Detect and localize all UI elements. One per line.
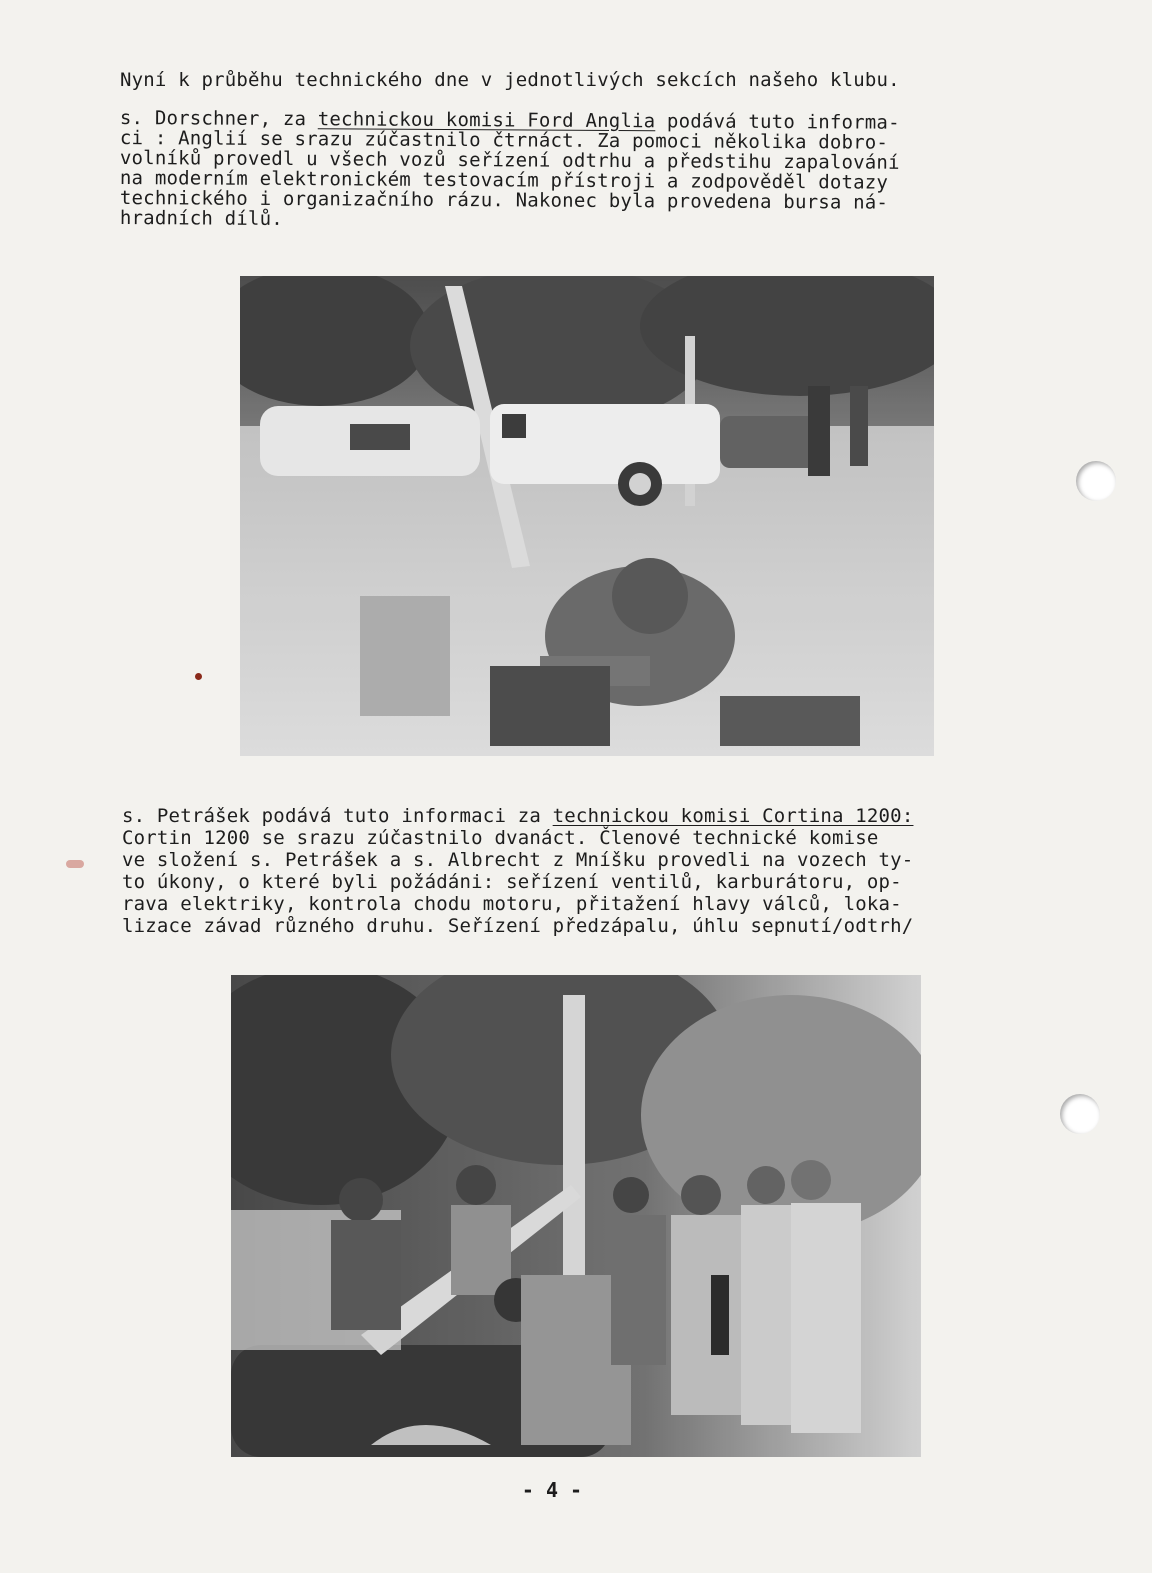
punch-hole-bottom bbox=[1060, 1094, 1100, 1134]
ink-speck bbox=[195, 673, 202, 680]
punch-hole-top bbox=[1076, 461, 1116, 501]
photo-1-image bbox=[240, 276, 934, 756]
section2-line bbox=[122, 894, 902, 914]
photo-group-around-car bbox=[231, 975, 921, 1457]
line-text: technického i organizačního rázu. Nakonec byla provedena bursa ná- bbox=[119, 187, 889, 214]
line-text: to úkony, o které byli požádáni: seřízení ventilů, karburátoru, op- bbox=[122, 871, 902, 893]
line-text: hradních dílů. bbox=[119, 207, 283, 230]
line-text: s. Dorschner, za bbox=[119, 107, 318, 131]
line-text: s. Petrášek podává tuto informaci za bbox=[122, 805, 553, 827]
section2-line bbox=[122, 916, 913, 936]
line-text: rava elektriky, kontrola chodu motoru, přitažení hlavy válců, loka- bbox=[122, 893, 902, 915]
line-text: ci : Anglií se srazu zúčastnilo čtrnáct. Za pomoci několika dobro- bbox=[119, 127, 889, 154]
section2-line bbox=[122, 872, 902, 892]
line-text: na moderním elektronickém testovacím přístroji a zodpověděl dotazy bbox=[119, 167, 889, 194]
section2-line bbox=[122, 828, 879, 848]
photo-2-image bbox=[231, 975, 921, 1457]
section2-line bbox=[122, 850, 913, 870]
underlined-text: technickou komisi Cortina 1200: bbox=[552, 805, 914, 827]
line-text: Cortin 1200 se srazu zúčastnilo dvanáct. Členové technické komise bbox=[122, 827, 879, 849]
line-text: volníků provedl u všech vozů seřízení odtrhu a předstihu zapalování bbox=[119, 147, 900, 174]
section2-line bbox=[122, 806, 913, 826]
intro-line: Nyní k průběhu technického dne v jednotlivých sekcích našeho klubu. bbox=[120, 69, 900, 91]
photo-cars-engine-check bbox=[240, 276, 934, 756]
underlined-text: technickou komisi Ford Anglia bbox=[317, 108, 656, 133]
section1-line bbox=[120, 208, 283, 229]
line-text: podává tuto informa- bbox=[655, 110, 900, 134]
line-text: lizace závad různého druhu. Seřízení předzápalu, úhlu sepnutí/odtrh/ bbox=[122, 915, 914, 937]
line-text: ve složení s. Petrášek a s. Albrecht z Mníšku provedli na vozech ty- bbox=[122, 849, 914, 871]
ink-speck bbox=[66, 860, 84, 868]
page-number: - 4 - bbox=[521, 1478, 583, 1502]
